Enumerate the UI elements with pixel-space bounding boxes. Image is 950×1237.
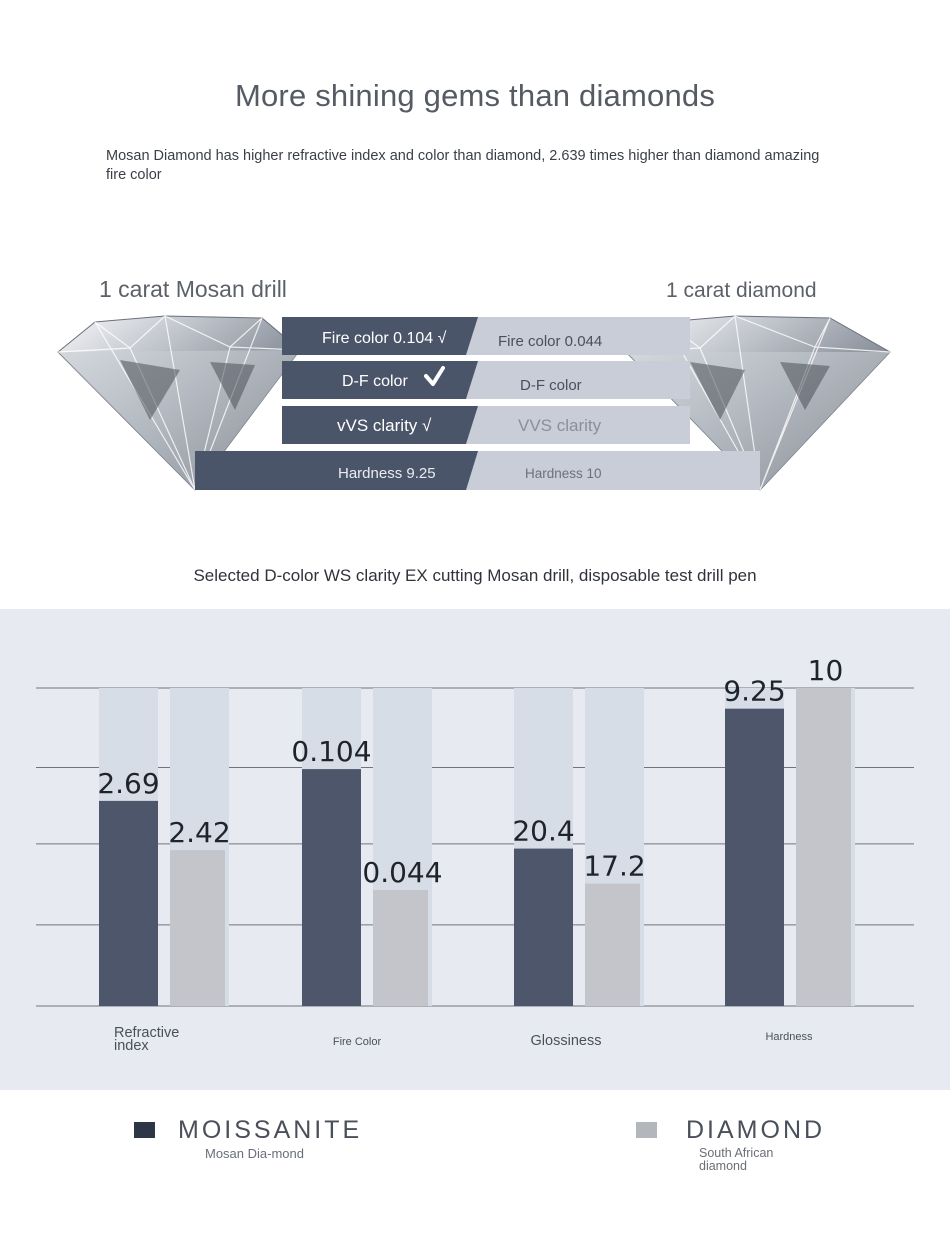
right-row-hardness: Hardness 10 <box>525 466 602 481</box>
left-row-clarity: vVS clarity √ <box>337 416 432 435</box>
bar-diamond-3 <box>796 688 851 1006</box>
data-label: 0.044 <box>362 855 443 889</box>
left-row-color-grade: D-F color <box>342 373 408 390</box>
data-label: 2.69 <box>97 766 160 800</box>
comparison-chart-panel <box>0 609 950 1090</box>
right-gem-caption: 1 carat diamond <box>666 279 817 302</box>
bar-chart <box>0 609 950 1090</box>
data-label: 20.4 <box>512 814 575 848</box>
data-label: 0.104 <box>291 735 372 769</box>
left-row-hardness: Hardness 9.25 <box>338 465 436 482</box>
category-label-line2: index <box>114 1038 149 1054</box>
data-label: 2.42 <box>168 816 231 850</box>
bar-moissanite-2 <box>514 849 573 1006</box>
page-title: More shining gems than diamonds <box>234 78 716 113</box>
category-label: Hardness <box>765 1031 813 1043</box>
legend-title-diamond: DIAMOND <box>686 1116 826 1144</box>
data-label: 10 <box>807 654 844 687</box>
legend-sub-moissanite: Mosan Dia-mond <box>205 1146 304 1161</box>
intro-text: Mosan Diamond has higher refractive index and color than diamond, 2.639 times higher than diamond amazing fire color <box>106 148 820 183</box>
right-row-clarity: VVS clarity <box>518 416 602 435</box>
selected-spec-line: Selected D-color WS clarity EX cutting Mosan drill, disposable test drill pen <box>193 566 757 585</box>
legend-swatch-diamond <box>636 1122 657 1138</box>
category-label: Glossiness <box>530 1033 602 1049</box>
bar-diamond-1 <box>373 890 428 1006</box>
right-row-fire-color: Fire color 0.044 <box>498 333 603 350</box>
category-label: Refractive <box>114 1025 180 1041</box>
bar-moissanite-1 <box>302 769 361 1006</box>
bar-moissanite-0 <box>99 801 158 1006</box>
bar-moissanite-3 <box>725 709 784 1006</box>
right-row-color-grade: D-F color <box>520 377 582 394</box>
legend-title-moissanite: MOISSANITE <box>178 1116 363 1144</box>
legend-swatch-moissanite <box>134 1122 155 1138</box>
left-gem-caption: 1 carat Mosan drill <box>99 276 287 302</box>
data-label: 9.25 <box>723 674 786 708</box>
category-label: Fire Color <box>332 1036 382 1048</box>
left-row-fire-color: Fire color 0.104 √ <box>322 330 447 347</box>
gem-comparison-graphic <box>0 300 950 500</box>
legend-sub-diamond: South African diamond <box>699 1146 774 1173</box>
data-label: 17.2 <box>583 849 646 883</box>
bar-diamond-2 <box>585 884 640 1006</box>
bar-diamond-0 <box>170 850 225 1006</box>
